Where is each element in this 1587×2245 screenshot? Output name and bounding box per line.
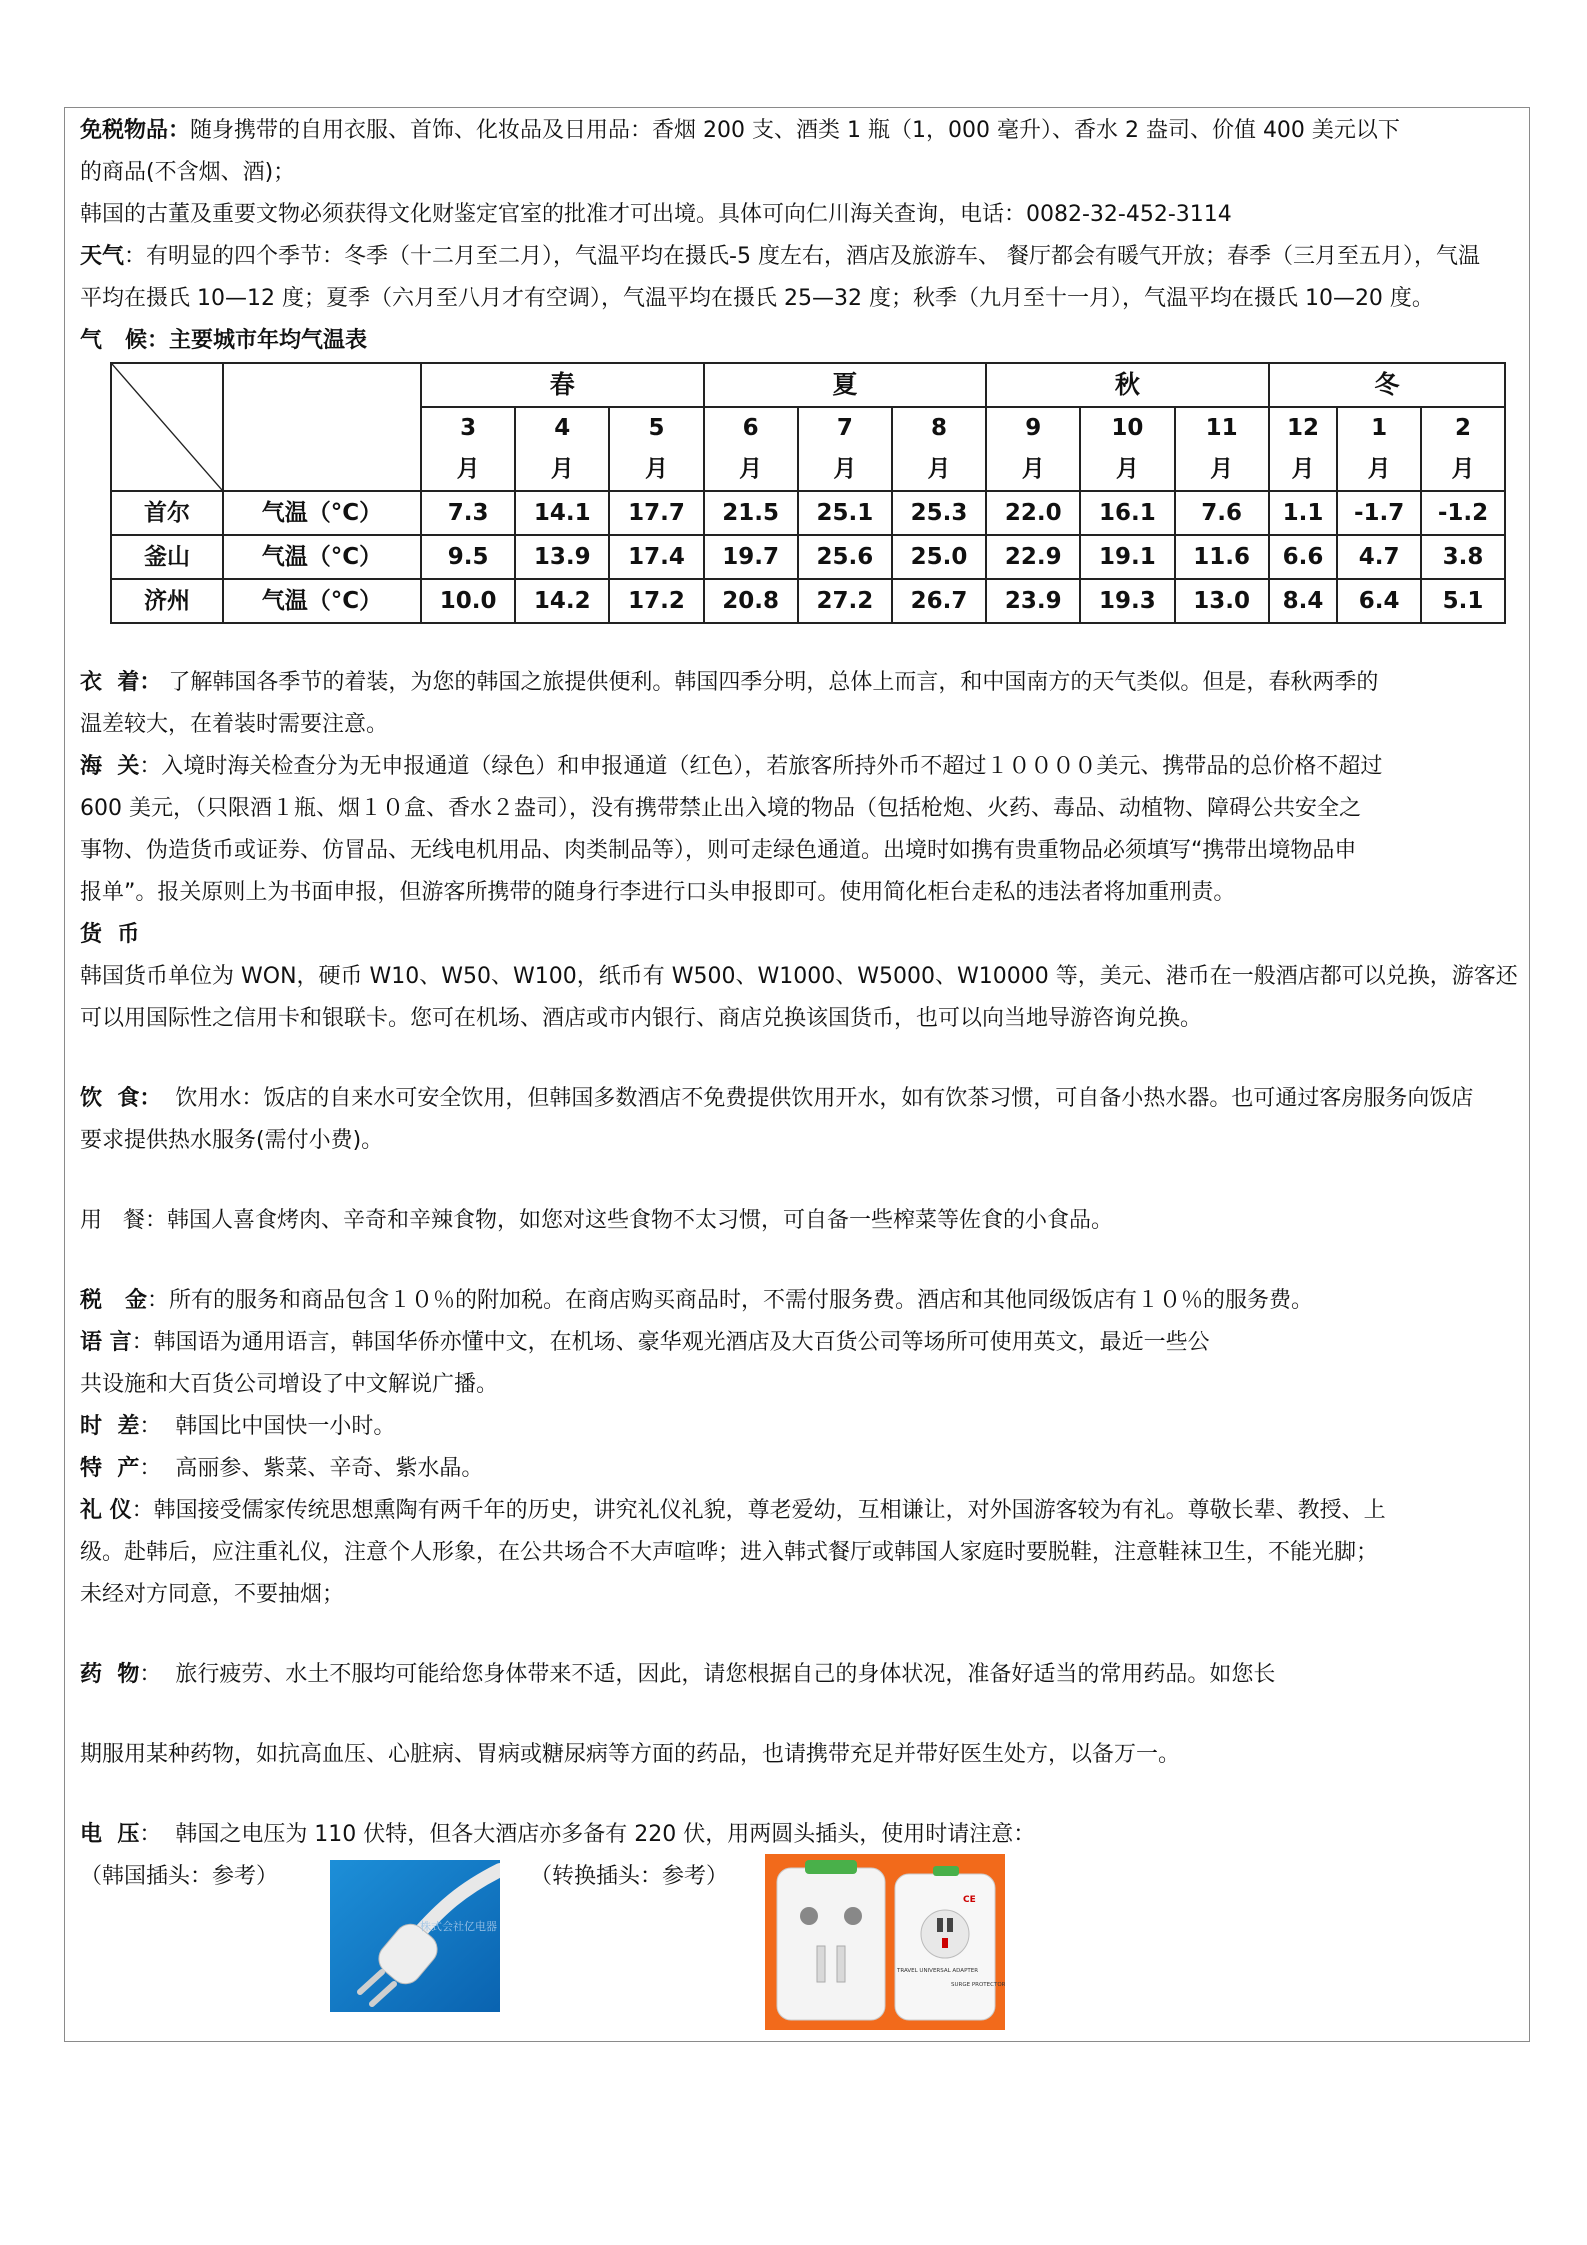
etiquette-label: 礼 仪 <box>80 1498 132 1523</box>
temperature-value: 20.8 <box>704 579 798 623</box>
climate-table <box>110 362 1506 624</box>
food-text-1: 饮用水：饭店的自来水可安全饮用，但韩国多数酒店不免费提供饮用开水，如有饮茶习惯，可自备小热水器。也可通过客房服务向饭店 <box>161 1086 1474 1111</box>
temperature-value: 22.9 <box>986 535 1080 579</box>
table-row <box>111 535 1505 579</box>
currency-text-1: 韩国货币单位为 WON，硬币 W10、W50、W100，纸币有 W500、W1000、W5000、W10000 等，美元、港币在一般酒店都可以兑换，游客还 <box>80 964 1518 989</box>
month-number: 10 <box>1111 415 1144 441</box>
month-unit: 月 <box>550 456 574 482</box>
month-number: 5 <box>648 415 665 441</box>
adapter-plug-caption: （转换插头：参考） <box>530 1864 729 1889</box>
document-body <box>80 110 1520 2036</box>
customs-text-4: 报单”。报关原则上为书面申报，但游客所携带的随身行李进行口头申报即可。使用简化柜台走私的违法者将加重刑责。 <box>80 880 1236 905</box>
time-label: 时 差 <box>80 1414 140 1439</box>
month-unit: 月 <box>1210 456 1234 482</box>
currency-text-2: 可以用国际性之信用卡和银联卡。您可在机场、酒店或市内银行、商店兑换该国货币，也可以向当地导游咨询兑换。 <box>80 1006 1203 1031</box>
language-label: 语 言 <box>80 1330 132 1355</box>
temperature-value: 21.5 <box>704 491 798 535</box>
month-header-5 <box>892 407 986 491</box>
table-row <box>111 491 1505 535</box>
food-paragraph <box>80 1078 1520 1120</box>
diagonal-header-cell-2 <box>223 363 421 491</box>
language-paragraph <box>80 1322 1520 1364</box>
month-number: 9 <box>1025 415 1042 441</box>
language-text-2: 共设施和大百货公司增设了中文解说广播。 <box>80 1372 499 1397</box>
spacer <box>80 1776 1520 1814</box>
month-unit: 月 <box>833 456 857 482</box>
diagonal-line-icon <box>112 364 222 490</box>
temperature-value: 19.1 <box>1080 535 1174 579</box>
time-text: ： 韩国比中国快一小时。 <box>139 1414 396 1439</box>
temperature-value: 27.2 <box>798 579 892 623</box>
temperature-value: 10.0 <box>421 579 515 623</box>
temperature-value: -1.2 <box>1421 491 1505 535</box>
month-number: 8 <box>931 415 948 441</box>
voltage-label: 电 压 <box>80 1822 140 1847</box>
season-spring: 春 <box>421 363 704 407</box>
language-text-1: ：韩国语为通用语言，韩国华侨亦懂中文，在机场、豪华观光酒店及大百货公司等场所可使用英文，最近一些公 <box>131 1330 1210 1355</box>
temperature-value: 11.6 <box>1175 535 1269 579</box>
month-number: 12 <box>1286 415 1319 441</box>
month-number: 6 <box>742 415 759 441</box>
medicine-paragraph <box>80 1654 1520 1696</box>
antiques-paragraph: 韩国的古董及重要文物必须获得文化财鉴定官室的批准才可出境。具体可向仁川海关查询，电话：0082-32-452-3114 <box>80 202 1232 227</box>
temperature-value: 14.1 <box>515 491 609 535</box>
spacer <box>80 624 1520 662</box>
customs-text-1: ：入境时海关检查分为无申报通道（绿色）和申报通道（红色），若旅客所持外币不超过１００００美元、携带品的总价格不超过 <box>139 754 1383 779</box>
korea-plug-image <box>330 1860 500 2012</box>
etiquette-paragraph <box>80 1490 1520 1532</box>
season-winter: 冬 <box>1269 363 1505 407</box>
temperature-value: 17.7 <box>609 491 703 535</box>
customs-text-2: 600 美元，（只限酒１瓶、烟１０盒、香水２盎司），没有携带禁止出入境的物品（包括枪炮、火药、毒品、动植物、障碍公共安全之 <box>80 796 1361 821</box>
metric-label: 气温（°C） <box>223 535 421 579</box>
duty-free-text-2: 的商品(不含烟、酒)； <box>80 160 296 185</box>
spacer <box>80 1616 1520 1654</box>
month-unit: 月 <box>1115 456 1139 482</box>
month-number: 11 <box>1205 415 1238 441</box>
month-number: 3 <box>460 415 477 441</box>
city-name: 济州 <box>111 579 223 623</box>
month-number: 4 <box>554 415 571 441</box>
temperature-value: 7.3 <box>421 491 515 535</box>
duty-free-label: 免税物品： <box>80 118 191 143</box>
tax-paragraph <box>80 1280 1520 1322</box>
temperature-value: 17.4 <box>609 535 703 579</box>
spacer <box>80 1696 1520 1734</box>
food-text-2: 要求提供热水服务(需付小费)。 <box>80 1128 384 1153</box>
month-unit: 月 <box>1451 456 1475 482</box>
temperature-value: 6.6 <box>1269 535 1338 579</box>
season-autumn: 秋 <box>986 363 1269 407</box>
temperature-value: 25.6 <box>798 535 892 579</box>
temperature-value: 7.6 <box>1175 491 1269 535</box>
tax-text: ：所有的服务和商品包含１０％的附加税。在商店购买商品时，不需付服务费。酒店和其他同级饭店有１０％的服务费。 <box>146 1288 1313 1313</box>
month-header-2 <box>609 407 703 491</box>
climate-title: 主要城市年均气温表 <box>168 328 367 353</box>
dining-paragraph: 用 餐：韩国人喜食烤肉、辛奇和辛辣食物，如您对这些食物不太习惯，可自备一些榨菜等佐食的小食品。 <box>80 1208 1113 1233</box>
month-number: 7 <box>836 415 853 441</box>
weather-paragraph <box>80 236 1520 278</box>
ce-mark: CE <box>963 1895 976 1905</box>
month-unit: 月 <box>456 456 480 482</box>
climate-heading <box>80 320 1520 362</box>
medicine-text-2: 期服用某种药物，如抗高血压、心脏病、胃病或糖尿病等方面的药品，也请携带充足并带好医生处方，以备万一。 <box>80 1742 1181 1767</box>
temperature-value: 25.3 <box>892 491 986 535</box>
specialty-label: 特 产 <box>80 1456 140 1481</box>
month-header-8 <box>1175 407 1269 491</box>
month-number: 2 <box>1455 415 1472 441</box>
temperature-value: 6.4 <box>1337 579 1421 623</box>
month-unit: 月 <box>927 456 951 482</box>
month-unit: 月 <box>739 456 763 482</box>
plug-photos <box>80 1856 1520 2036</box>
temperature-value: 8.4 <box>1269 579 1338 623</box>
medicine-label: 药 物 <box>80 1662 140 1687</box>
city-name: 首尔 <box>111 491 223 535</box>
clothing-paragraph <box>80 662 1520 704</box>
metric-label: 气温（°C） <box>223 579 421 623</box>
plug-watermark: 株式会社亿电器 <box>420 1920 497 1933</box>
month-header-0 <box>421 407 515 491</box>
voltage-paragraph <box>80 1814 1520 1856</box>
temperature-value: 19.3 <box>1080 579 1174 623</box>
customs-paragraph <box>80 746 1520 788</box>
temperature-value: 14.2 <box>515 579 609 623</box>
temperature-value: 3.8 <box>1421 535 1505 579</box>
season-summer: 夏 <box>704 363 987 407</box>
diagonal-header-cell-1 <box>111 363 223 491</box>
spacer <box>80 1040 1520 1078</box>
adapter-left-text: TRAVEL UNIVERSAL ADAPTER <box>897 1968 979 1974</box>
clothing-text-1: 了解韩国各季节的着装，为您的韩国之旅提供便利。韩国四季分明，总体上而言，和中国南方的天气类似。但是，春秋两季的 <box>161 670 1379 695</box>
table-row <box>111 579 1505 623</box>
month-unit: 月 <box>1021 456 1045 482</box>
weather-text-2: 平均在摄氏 10—12 度；夏季（六月至八月才有空调），气温平均在摄氏 25—32 度；秋季（九月至十一月），气温平均在摄氏 10—20 度。 <box>80 286 1434 311</box>
temperature-value: 9.5 <box>421 535 515 579</box>
temperature-value: 5.1 <box>1421 579 1505 623</box>
temperature-value: 17.2 <box>609 579 703 623</box>
adapter-right-text: SURGE PROTECTOR <box>951 1982 1005 1988</box>
korea-plug-caption: （韩国插头：参考） <box>80 1864 279 1889</box>
clothing-label: 衣 着： <box>80 670 162 695</box>
temperature-value: 22.0 <box>986 491 1080 535</box>
month-header-11 <box>1421 407 1505 491</box>
month-header-9 <box>1269 407 1338 491</box>
city-name: 釜山 <box>111 535 223 579</box>
spacer <box>80 1242 1520 1280</box>
month-header-7 <box>1080 407 1174 491</box>
tax-label: 税 金 <box>80 1288 147 1313</box>
climate-label: 气 候： <box>80 328 169 353</box>
etiquette-text-1: ：韩国接受儒家传统思想熏陶有两千年的历史，讲究礼仪礼貌，尊老爱幼，互相谦让，对外国游客较为有礼。尊敬长辈、教授、上 <box>131 1498 1386 1523</box>
temperature-value: 4.7 <box>1337 535 1421 579</box>
temperature-value: 13.9 <box>515 535 609 579</box>
medicine-text-1: ： 旅行疲劳、水土不服均可能给您身体带来不适，因此，请您根据自己的身体状况，准备好适当的常用药品。如您长 <box>139 1662 1276 1687</box>
voltage-text: ： 韩国之电压为 110 伏特，但各大酒店亦多备有 220 伏，用两圆头插头，使用时请注意： <box>139 1822 1036 1847</box>
customs-label: 海 关 <box>80 754 140 779</box>
month-unit: 月 <box>1367 456 1391 482</box>
clothing-text-2: 温差较大，在着装时需要注意。 <box>80 712 389 737</box>
temperature-value: 13.0 <box>1175 579 1269 623</box>
duty-free-paragraph <box>80 110 1520 152</box>
temperature-value: 23.9 <box>986 579 1080 623</box>
month-unit: 月 <box>1291 456 1315 482</box>
month-header-10 <box>1337 407 1421 491</box>
adapter-plug-image <box>765 1854 1005 2030</box>
temperature-value: 26.7 <box>892 579 986 623</box>
metric-label: 气温（°C） <box>223 491 421 535</box>
month-header-6 <box>986 407 1080 491</box>
weather-text-1: ：有明显的四个季节：冬季（十二月至二月），气温平均在摄氏-5 度左右，酒店及旅游车、 餐厅都会有暖气开放；春季（三月至五月），气温 <box>124 244 1480 269</box>
etiquette-text-3: 未经对方同意，不要抽烟； <box>80 1582 345 1607</box>
temperature-value: 25.1 <box>798 491 892 535</box>
month-number: 1 <box>1371 415 1388 441</box>
temperature-value: -1.7 <box>1337 491 1421 535</box>
time-paragraph <box>80 1406 1520 1448</box>
temperature-value: 16.1 <box>1080 491 1174 535</box>
spacer <box>80 1162 1520 1200</box>
temperature-value: 19.7 <box>704 535 798 579</box>
etiquette-text-2: 级。赴韩后，应注重礼仪，注意个人形象，在公共场合不大声喧哗；进入韩式餐厅或韩国人家庭时要脱鞋，注意鞋袜卫生，不能光脚； <box>80 1540 1379 1565</box>
customs-text-3: 事物、伪造货币或证券、仿冒品、无线电机用品、肉类制品等），则可走绿色通道。出境时如携有贵重物品必须填写“携带出境物品申 <box>80 838 1357 863</box>
temperature-value: 25.0 <box>892 535 986 579</box>
food-label: 饮 食： <box>80 1086 162 1111</box>
duty-free-text-1: 随身携带的自用衣服、首饰、化妆品及日用品：香烟 200 支、酒类 1 瓶（1，000 毫升）、香水 2 盎司、价值 400 美元以下 <box>190 118 1400 143</box>
weather-label: 天气 <box>80 244 125 269</box>
temperature-value: 1.1 <box>1269 491 1338 535</box>
month-header-3 <box>704 407 798 491</box>
month-header-1 <box>515 407 609 491</box>
month-header-4 <box>798 407 892 491</box>
currency-label: 货 币 <box>80 922 140 947</box>
specialty-text: ： 高丽参、紫菜、辛奇、紫水晶。 <box>139 1456 484 1481</box>
specialty-paragraph <box>80 1448 1520 1490</box>
month-unit: 月 <box>644 456 668 482</box>
